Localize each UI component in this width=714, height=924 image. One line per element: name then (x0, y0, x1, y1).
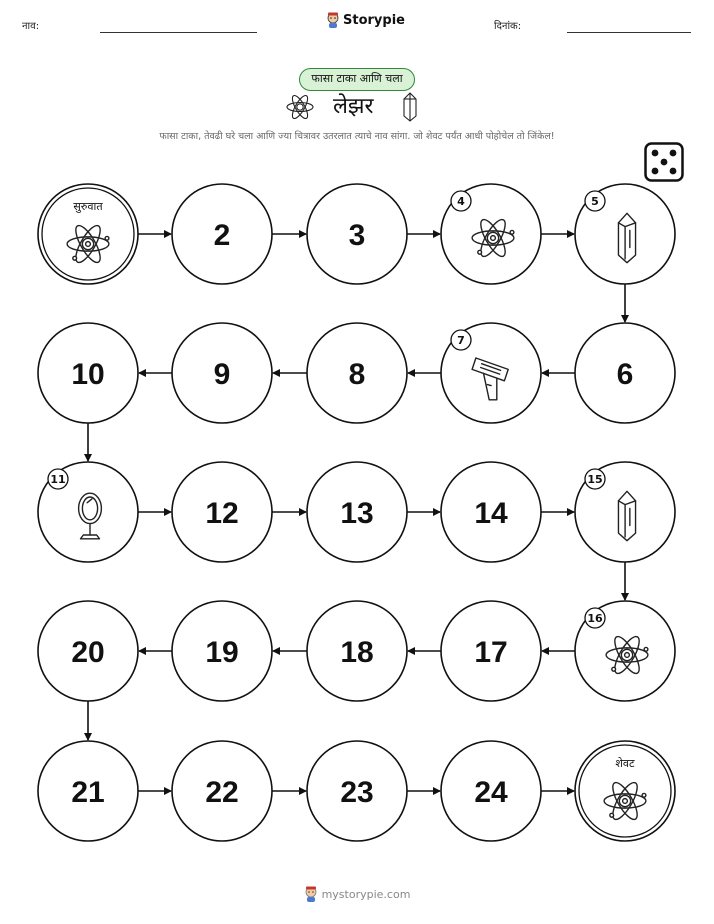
board-space-15[interactable] (575, 462, 675, 562)
board-space-12[interactable] (172, 462, 272, 562)
board-space-23[interactable] (307, 741, 407, 841)
board-space-8[interactable] (307, 323, 407, 423)
board-space-6[interactable] (575, 323, 675, 423)
board-space-19[interactable] (172, 601, 272, 701)
space-number: 20 (71, 636, 105, 669)
footer-site: mystorypie.com (321, 887, 411, 901)
space-circle (575, 741, 675, 841)
board-space-10[interactable] (38, 323, 138, 423)
space-number: 10 (71, 358, 105, 391)
board-space-20[interactable] (38, 601, 138, 701)
space-number: 22 (205, 776, 239, 809)
space-number: 6 (616, 358, 634, 391)
board-space-4[interactable] (441, 184, 541, 284)
space-number: 7 (457, 334, 465, 347)
board-space-13[interactable] (307, 462, 407, 562)
storypie-mascot-icon (304, 886, 318, 902)
space-number: 8 (348, 358, 366, 391)
space-number: 14 (474, 497, 508, 530)
board-space-22[interactable] (172, 741, 272, 841)
space-number: 9 (213, 358, 231, 391)
instructions: फासा टाका, तेवढी घरे चला आणि ज्या चित्रावर उतरलात त्याचे नाव सांगा. जो शेवट पर्यंत आधी पोहोचेल तो जिंकेल! (159, 131, 555, 142)
board-space-24[interactable] (441, 741, 541, 841)
page-title: लेझर (333, 94, 374, 119)
board-space-11[interactable] (38, 462, 138, 562)
space-number: 21 (71, 776, 105, 809)
board-space-17[interactable] (441, 601, 541, 701)
game-tag: फासा टाका आणि चला (299, 68, 415, 91)
space-number: 3 (348, 219, 366, 252)
board-space-21[interactable] (38, 741, 138, 841)
space-circle (38, 184, 138, 284)
board-space-2[interactable] (172, 184, 272, 284)
board-space-5[interactable] (575, 184, 675, 284)
space-number: 18 (340, 636, 374, 669)
space-number: 5 (591, 195, 599, 208)
board-space-3[interactable] (307, 184, 407, 284)
name-label: नाव: (22, 21, 40, 32)
space-number: 15 (587, 473, 603, 486)
space-number: 24 (474, 776, 508, 809)
board-space-18[interactable] (307, 601, 407, 701)
start-space[interactable] (38, 184, 138, 284)
space-number: 23 (340, 776, 374, 809)
board-space-14[interactable] (441, 462, 541, 562)
board-space-16[interactable] (575, 601, 675, 701)
finish-label: शेवट (615, 757, 635, 770)
start-label: सुरुवात (73, 200, 103, 213)
space-number: 12 (205, 497, 239, 530)
space-number: 13 (340, 497, 374, 530)
finish-space[interactable] (575, 741, 675, 841)
space-number: 2 (213, 219, 231, 252)
space-number: 4 (457, 195, 465, 208)
space-number: 19 (205, 636, 239, 669)
board-space-7[interactable] (441, 323, 541, 423)
space-number: 17 (474, 636, 508, 669)
footer (0, 886, 714, 902)
space-number: 16 (587, 612, 603, 625)
board-space-9[interactable] (172, 323, 272, 423)
brand-name: Storypie (343, 12, 405, 28)
date-label: दिनांक: (494, 21, 522, 32)
space-number: 11 (50, 473, 66, 486)
